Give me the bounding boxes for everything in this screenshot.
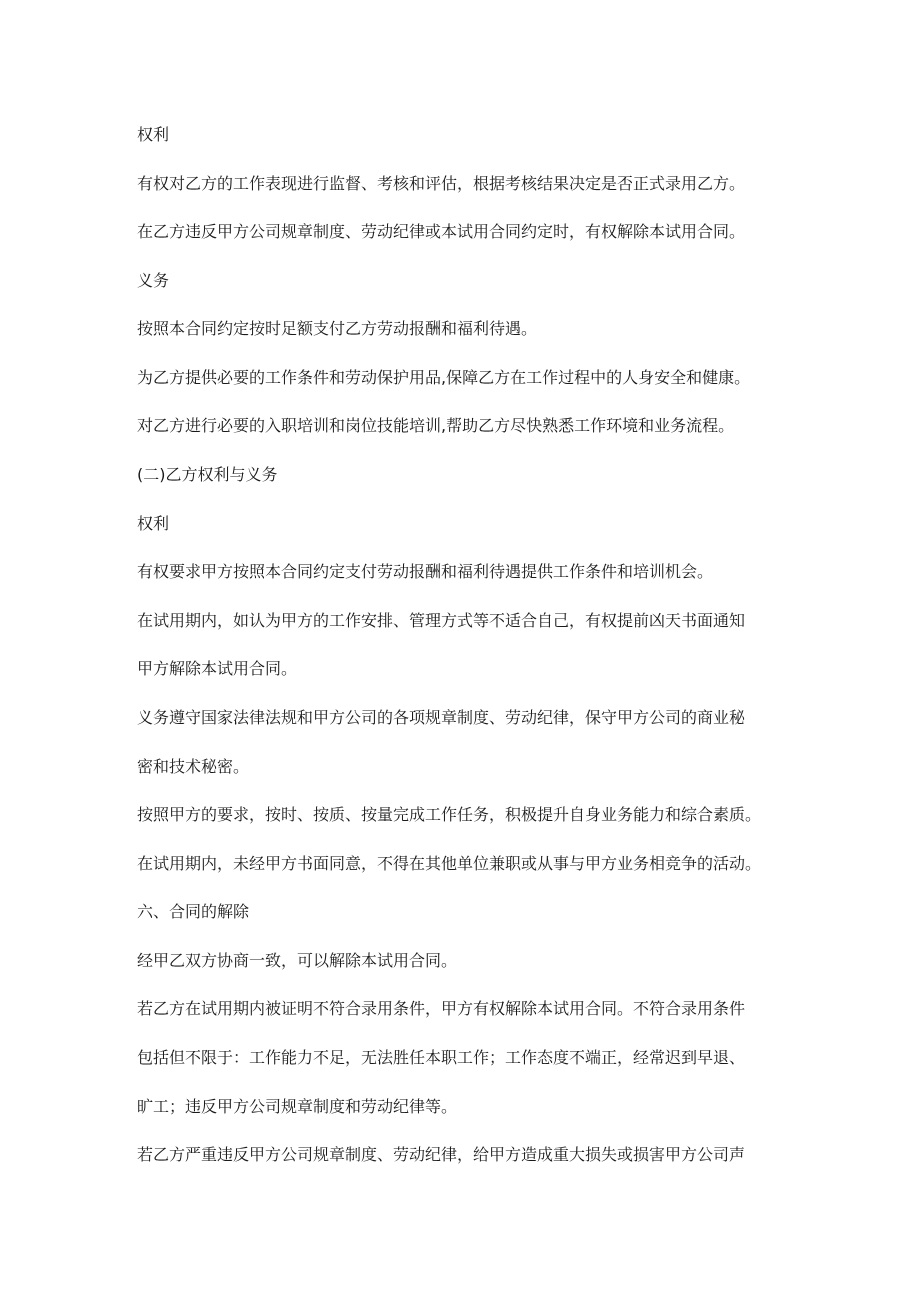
heading-obligations: 义务	[137, 271, 170, 290]
paragraph-line: 在试用期内，如认为甲方的工作安排、管理方式等不适合自己，有权提前凶天书面通知	[137, 611, 746, 630]
paragraph-line: 义务遵守国家法律法规和甲方公司的各项规章制度、劳动纪律，保守甲方公司的商业秘	[137, 708, 746, 727]
paragraph-line: 若乙方严重违反甲方公司规章制度、劳动纪律，给甲方造成重大损失或损害甲方公司声	[137, 1145, 746, 1164]
paragraph-line: 经甲乙双方协商一致，可以解除本试用合同。	[137, 951, 458, 970]
paragraph-line: 密和技术秘密。	[137, 757, 250, 776]
paragraph-line: 按照甲方的要求，按时、按质、按量完成工作任务，积极提升自身业务能力和综合素质。	[137, 805, 762, 824]
paragraph-line: 为乙方提供必要的工作条件和劳动保护用品,保障乙方在工作过程中的人身安全和健康。	[137, 368, 751, 387]
section-heading: 六、合同的解除	[137, 902, 250, 921]
paragraph-line: 旷工；违反甲方公司规章制度和劳动纪律等。	[137, 1097, 458, 1116]
paragraph-line: 包括但不限于：工作能力不足，无法胜任本职工作；工作态度不端正，经常迟到早退、	[137, 1048, 746, 1067]
section-heading: (二)乙方权利与义务	[137, 465, 278, 484]
paragraph-line: 甲方解除本试用合同。	[137, 659, 298, 678]
paragraph-line: 在乙方违反甲方公司规章制度、劳动纪律或本试用合同约定时，有权解除本试用合同。	[137, 222, 746, 241]
paragraph-line: 按照本合同约定按时足额支付乙方劳动报酬和福利待遇。	[137, 319, 538, 338]
paragraph-line: 若乙方在试用期内被证明不符合录用条件，甲方有权解除本试用合同。不符合录用条件	[137, 999, 746, 1018]
heading-rights: 权利	[137, 125, 170, 144]
heading-rights: 权利	[137, 514, 170, 533]
paragraph-line: 有权要求甲方按照本合同约定支付劳动报酬和福利待遇提供工作条件和培训机会。	[137, 562, 714, 581]
paragraph-line: 对乙方进行必要的入职培训和岗位技能培训,帮助乙方尽快熟悉工作环境和业务流程。	[137, 416, 735, 435]
paragraph-line: 有权对乙方的工作表现进行监督、考核和评估，根据考核结果决定是否正式录用乙方。	[137, 174, 746, 193]
paragraph-line: 在试用期内，未经甲方书面同意，不得在其他单位兼职或从事与甲方业务相竞争的活动。	[137, 854, 762, 873]
